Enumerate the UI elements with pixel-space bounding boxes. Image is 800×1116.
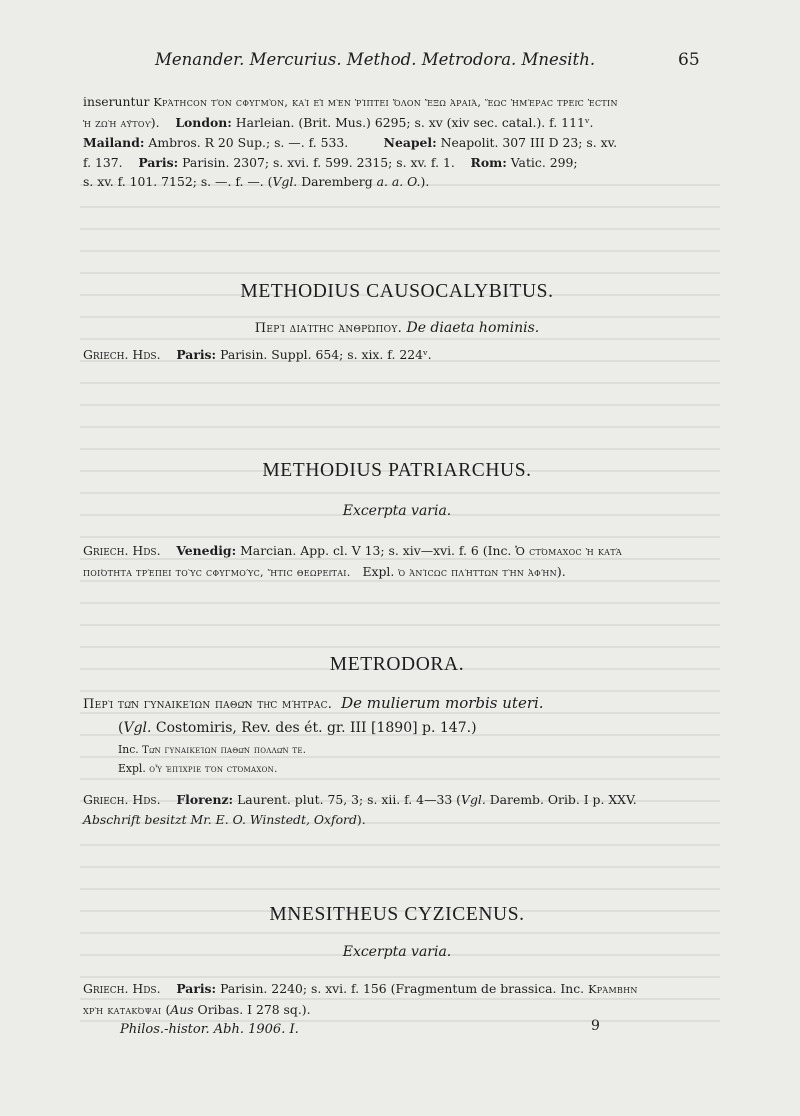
punct: ). (356, 811, 366, 827)
inc-line (118, 741, 746, 760)
line5-d: ). (420, 174, 430, 190)
label-paris: Paris: (138, 154, 179, 170)
vgl: Vgl. (461, 792, 486, 807)
section-heading-methodius-causocalybitus: METHODIUS CAUSOCALYBITUS. (240, 281, 554, 302)
abschrift-note: Abschrift besitzt Mr. E. O. Winstedt, Oxford (83, 811, 357, 827)
label-expl: Expl. (118, 762, 146, 775)
punct: ). (150, 114, 160, 130)
section3-hds (83, 790, 711, 829)
label-florenz: Florenz: (176, 792, 234, 807)
section3-line-1 (83, 790, 711, 810)
venedig-text: Marcian. App. cl. V 13; s. xiv—xvi. f. 6 (Inc. (240, 543, 512, 558)
section4-subtitle: Excerpta varia. (342, 944, 452, 960)
vgl: Vgl. (123, 720, 152, 736)
paris-text: Parisin. 2307; s. xvi. f. 599. 2315; s. xv. f. 1. (182, 154, 455, 170)
top-block (83, 92, 711, 192)
greek-explicit: ὁ ἀνίcωc πλήττων τὴν ἀφήν (398, 565, 557, 579)
greek-incipit: Κράμβην (588, 983, 638, 996)
oribas-ref: Oribas. I 278 sq.). (193, 1001, 311, 1017)
top-line-1 (83, 92, 711, 113)
line5-a: s. xv. f. 101. 7152; s. —. f. —. ( (83, 174, 273, 190)
section1-title (83, 320, 711, 336)
label-paris: Paris: (176, 347, 217, 362)
latin-title: De diaeta hominis. (406, 320, 540, 336)
vgl: Vgl. (272, 174, 298, 190)
label-london: London: (175, 114, 232, 130)
greek-explicit: οὗ ἐπίχριε τὸν cτόμαχον. (149, 764, 278, 775)
label-griech-hds: Griech. Hds. (83, 792, 161, 807)
label-griech-hds: Griech. Hds. (83, 981, 161, 996)
section4-hds (83, 979, 711, 1020)
section-heading-metrodora: METRODORA. (329, 654, 465, 675)
footer-right: 9 (591, 1018, 600, 1034)
punct: ). (556, 563, 566, 579)
label-neapel: Neapel: (383, 135, 437, 151)
label-paris: Paris: (176, 981, 217, 996)
label-griech-hds: Griech. Hds. (83, 543, 161, 558)
aus: Aus (170, 1001, 194, 1017)
neapel-text: Neapolit. 307 III D 23; s. xv. (440, 135, 618, 151)
expl-line (118, 760, 746, 779)
line5-b: Daremberg (297, 174, 377, 190)
text-inseruntur: inseruntur (83, 94, 150, 109)
line5-c: a. a. O. (376, 174, 421, 190)
ref-text: Costomiris, Rev. des ét. gr. III [1890] p. 147.) (151, 720, 477, 736)
section1-hds (83, 345, 711, 365)
florenz-tail: Daremb. Orib. I p. XXV. (485, 792, 637, 807)
london-text: Harleian. (Brit. Mus.) 6295; s. xv (xiv sec. catal.). f. 111ᵛ. (235, 114, 594, 130)
section2-hds (83, 541, 711, 582)
label-griech-hds: Griech. Hds. (83, 347, 161, 362)
section3-line-2 (83, 810, 711, 830)
greek-incipit: Ὁ cτόμαχοc ἡ κατὰ (515, 545, 622, 558)
label-rom: Rom: (470, 154, 507, 170)
top-line-5 (83, 172, 711, 192)
section-heading-mnesitheus-cyzicenus: MNESITHEUS CYZICENUS. (269, 904, 525, 925)
running-head-text: Menander. Mercurius. Method. Metrodora. Mnesith. (155, 50, 596, 69)
section2-subtitle: Excerpta varia. (342, 503, 452, 519)
greek-incipit: Τῶν γυναικείων παθῶν πολλῶν τε. (142, 745, 307, 756)
greek-incipit-cont: ποιότητα τρέπει τοὺc cφυγμούc, ἥτιc θεωρεῖται. (83, 565, 351, 579)
section2-line-2 (83, 562, 711, 583)
greek-incipit-cont: χρὴ κατακόψαι (83, 1003, 162, 1017)
footer-left: Philos.-histor. Abh. 1906. I. (120, 1022, 299, 1037)
section3-inc-expl (118, 741, 746, 779)
top-line-2 (83, 113, 711, 134)
label-expl: Expl. (362, 563, 395, 579)
greek-title: Περὶ τῶν γυναικείων παθῶν τῆc μήτραc. (83, 697, 333, 712)
top-line-3 (83, 133, 711, 153)
folio: f. 137. (83, 154, 123, 170)
paris-text: Parisin. 2240; s. xvi. f. 156 (Fragmentum de brassica. Inc. (220, 981, 585, 996)
section3-title (83, 692, 711, 716)
florenz-text: Laurent. plut. 75, 3; s. xii. f. 4—33 ( (237, 792, 461, 807)
top-line-4 (83, 153, 711, 173)
greek-title: Περὶ διαίτηc ἀνθρώπου. (254, 321, 403, 336)
section2-line-1 (83, 541, 711, 562)
section4-line-1 (83, 979, 711, 1000)
greek-incipit-end: ἡ ζωὴ αὐτοῦ (83, 116, 151, 130)
section-heading-methodius-patriarchus: METHODIUS PATRIARCHUS. (262, 460, 532, 481)
rom-text: Vatic. 299; (510, 154, 578, 170)
label-mailand: Mailand: (83, 135, 145, 151)
paris-text: Parisin. Suppl. 654; s. xix. f. 224ᵛ. (220, 347, 432, 362)
section3-ref (118, 719, 746, 739)
paren: ( (118, 720, 124, 736)
mailand-text: Ambros. R 20 Sup.; s. —. f. 533. (148, 135, 349, 151)
running-head (155, 50, 710, 69)
greek-incipit: Κράτηcon τὸν cφυγμὸν, καὶ εἰ μὲν ῥίπτει ὅλον ἔξω ἀραιά, ἕωc ἡμέραc τρεῖc ἐcτιν (153, 96, 618, 109)
section4-line-2 (83, 1000, 711, 1021)
paren: ( (161, 1001, 171, 1017)
latin-title: De mulierum morbis uteri. (341, 694, 544, 712)
label-venedig: Venedig: (176, 543, 237, 558)
page-number: 65 (678, 50, 700, 70)
label-inc: Inc. (118, 743, 139, 756)
